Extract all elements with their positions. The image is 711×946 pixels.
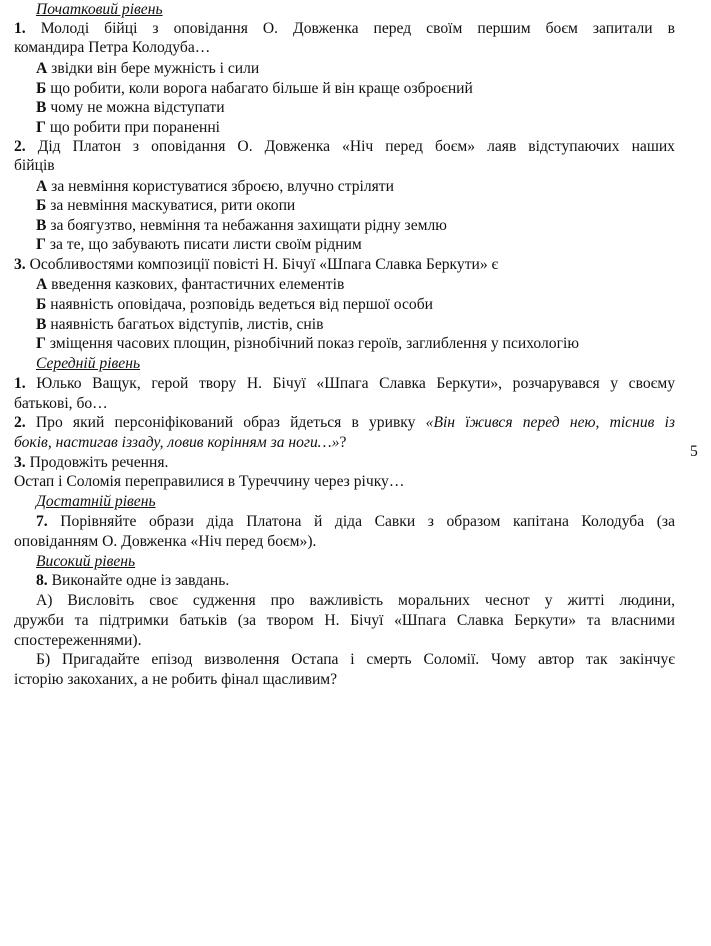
question-2-initial: 2. Дід Платон з оповідання О. Довженка «Ніч перед боєм» лаяв відступаючих наших bbox=[14, 138, 675, 155]
question-8: 8. Виконайте одне із завдань. bbox=[36, 572, 230, 589]
question-1-initial bbox=[14, 19, 675, 38]
option-a: А введення казкових, фантастичних елементів bbox=[36, 276, 345, 293]
option-d: Г зміщення часових площин, різнобічний показ героїв, заглиблення у психологію bbox=[36, 335, 579, 352]
level-heading-sufficient: Достатній рівень bbox=[36, 493, 156, 510]
question-3-middle: 3. Продовжіть речення. bbox=[14, 454, 169, 471]
option-c: В за боягузтво, невміння та небажання захищати рідну землю bbox=[36, 217, 447, 234]
level-heading-initial: Початковий рівень bbox=[36, 1, 163, 18]
question-2-initial-cont: бійців bbox=[14, 157, 55, 174]
task-a-cont: спостереженнями). bbox=[14, 632, 142, 649]
option-d: Г за те, що забувають писати листи своїм рідним bbox=[36, 236, 362, 253]
question-1-middle-cont: батькові, бо… bbox=[14, 395, 108, 412]
task-a-cont: дружби та підтримки батьків (за твором Н. Бічуї «Шпага Славка Беркути» та власними bbox=[14, 612, 675, 629]
option-c: В чому не можна відступати bbox=[36, 99, 225, 116]
option-a: А за невміння користуватися зброєю, влучно стріляти bbox=[36, 178, 394, 195]
option-b: Б за невміння маскуватися, рити окопи bbox=[36, 197, 296, 214]
question-7-cont: оповіданням О. Довженка «Ніч перед боєм»). bbox=[14, 533, 317, 550]
question-2-middle-cont: боків, настигав іззаду, ловив корінням за ноги…»? bbox=[14, 434, 347, 451]
option-b: Б що робити, коли ворога набагато більше й він краще озброєний bbox=[36, 80, 473, 97]
level-heading-high: Високий рівень bbox=[36, 553, 136, 570]
question-3-initial: 3. Особливостями композиції повісті Н. Бічуї «Шпага Славка Беркути» є bbox=[14, 256, 499, 273]
question-2-middle: 2. Про який персоніфікований образ йдеться в уривку «Він їжився перед нею, тіснив із bbox=[14, 414, 675, 431]
question-number: 1. bbox=[14, 20, 26, 37]
option-b: Б наявність оповідача, розповідь ведеться від першої особи bbox=[36, 296, 433, 313]
question-1-initial-cont: командира Петра Колодуба… bbox=[14, 39, 211, 56]
question-7: 7. Порівняйте образи діда Платона й діда Савки з образом капітана Колодуба (за bbox=[36, 513, 675, 530]
option-c: В наявність багатьох відступів, листів, снів bbox=[36, 316, 324, 333]
question-3-middle-cont: Остап і Соломія переправилися в Туреччину через річку… bbox=[14, 473, 405, 490]
task-b: Б) Пригадайте епізод визволення Остапа і смерть Соломії. Чому автор так закінчує bbox=[36, 651, 675, 668]
score-value: 5 bbox=[690, 443, 698, 460]
question-1-middle: 1. Юлько Ващук, герой твору Н. Бічуї «Шпага Славка Беркути», розчарувався у своєму bbox=[14, 375, 675, 392]
task-b-cont: історію закоханих, а не робить фінал щасливим? bbox=[14, 671, 338, 688]
question-text: Молоді бійці з оповідання О. Довженка перед своїм першим боєм запитали в bbox=[40, 20, 675, 37]
option-a: А звідки він бере мужність і сили bbox=[36, 60, 260, 77]
option-d: Г що робити при пораненні bbox=[36, 119, 220, 136]
task-a: А) Висловіть своє судження про важливість моральних чеснот у житті людини, bbox=[36, 592, 675, 609]
level-heading-middle: Середній рівень bbox=[36, 355, 141, 372]
